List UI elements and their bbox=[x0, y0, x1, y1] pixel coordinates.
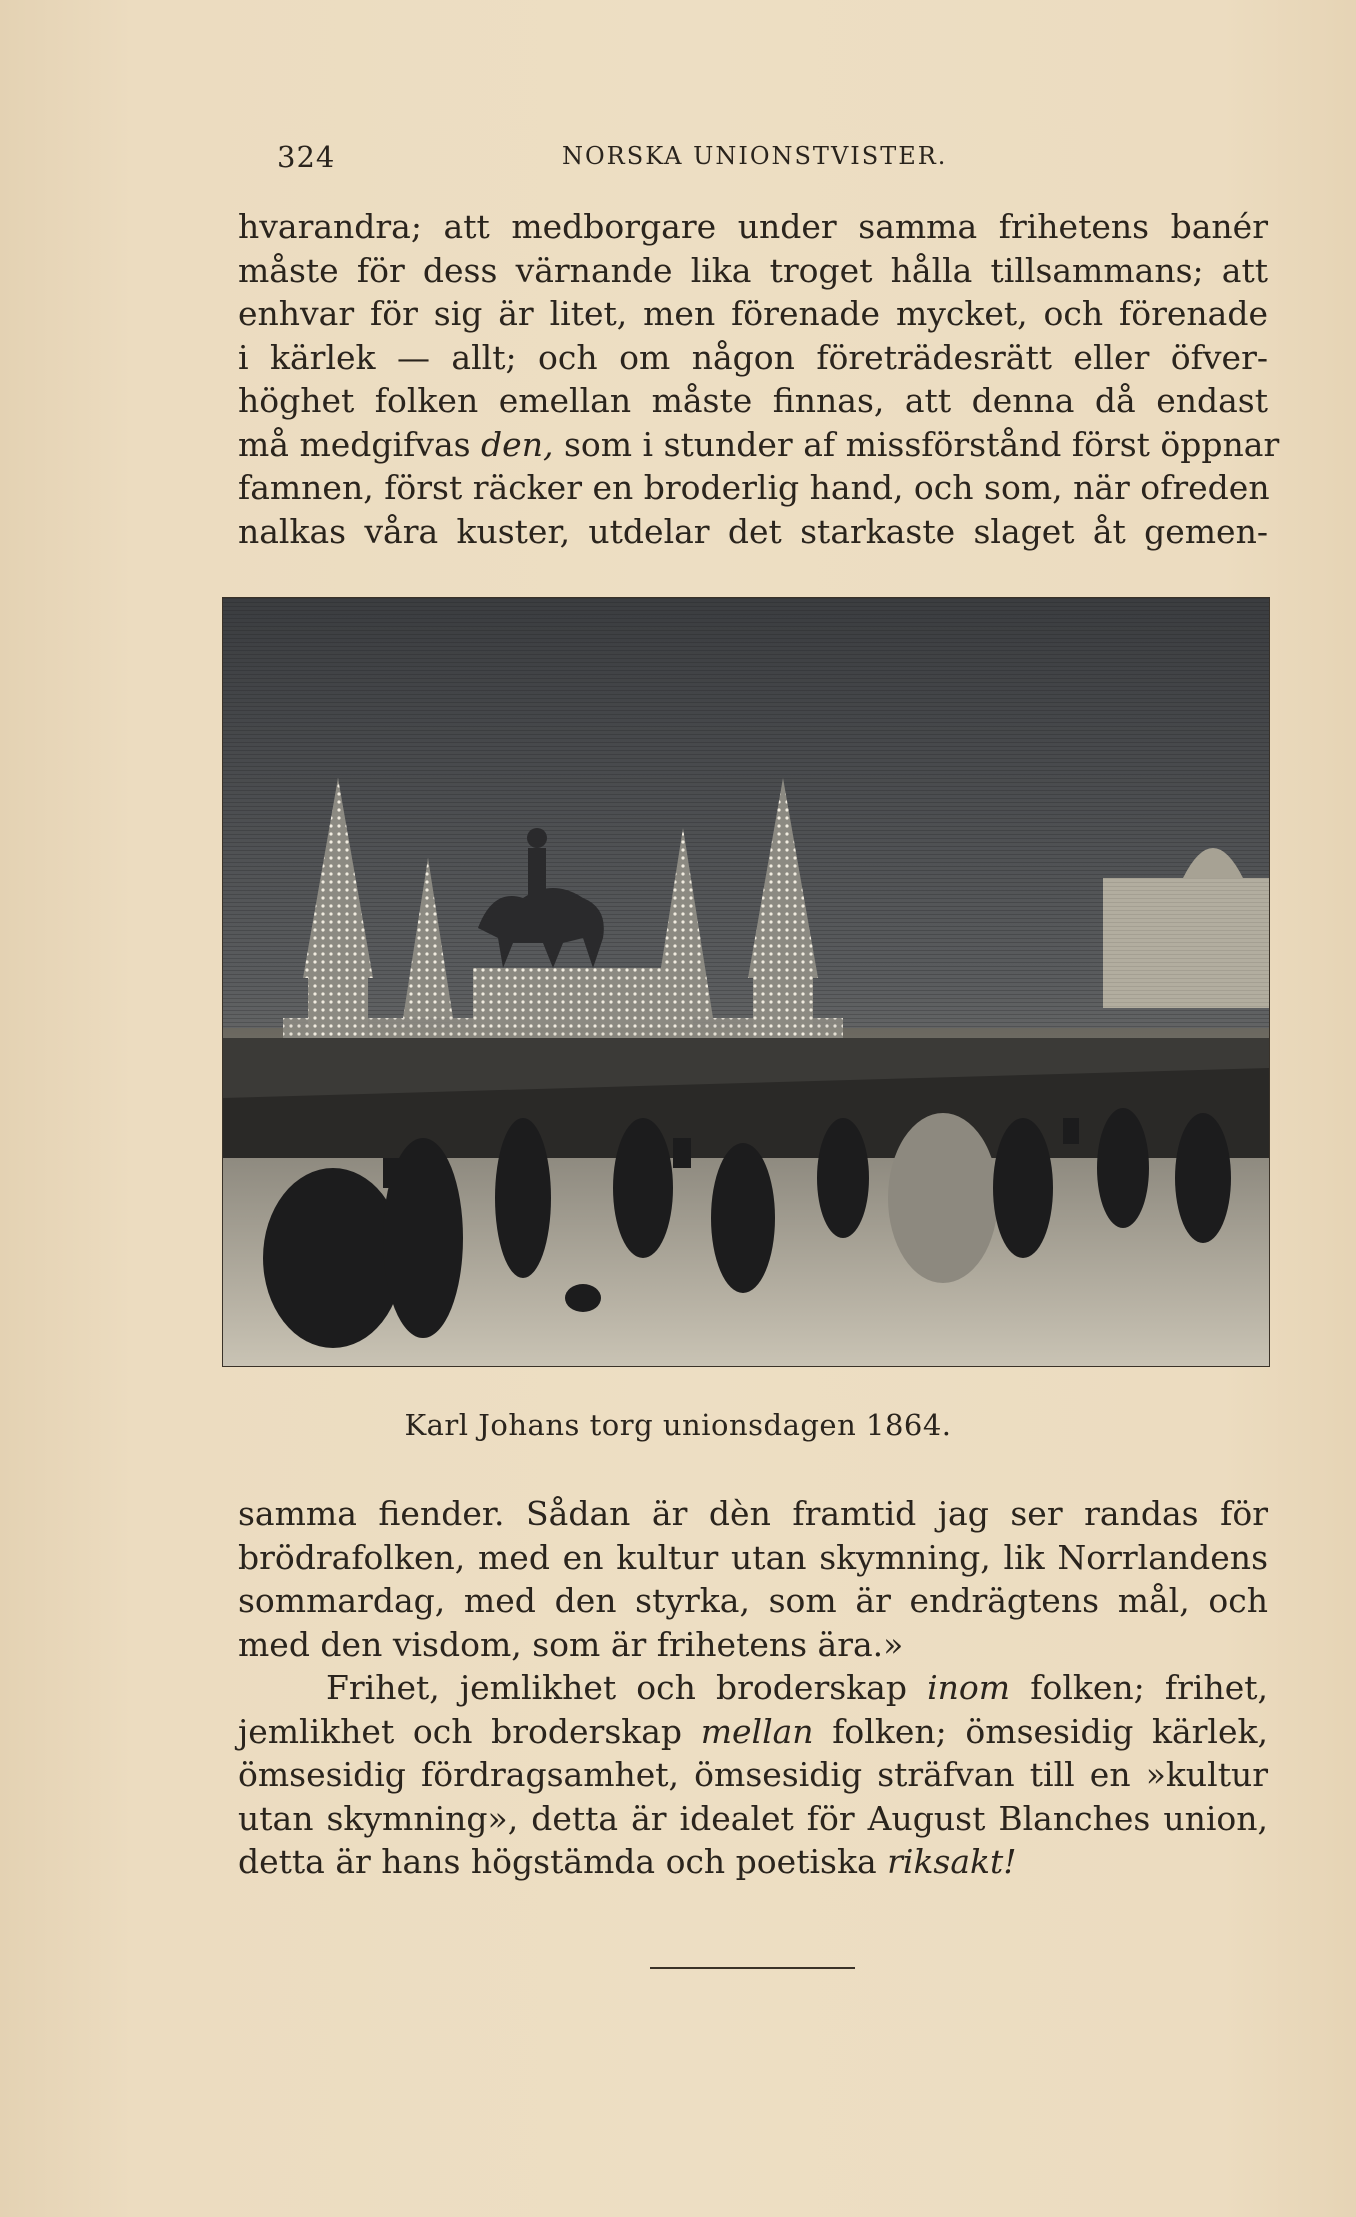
text-fragment: folken; ömsesidig kärlek, bbox=[813, 1711, 1268, 1751]
end-rule bbox=[650, 1967, 855, 1969]
text-fragment: jemlikhet och broderskap bbox=[238, 1711, 701, 1751]
text-line bbox=[238, 423, 1280, 467]
text-line: hvarandra; att medborgare under samma frihetens banér bbox=[238, 207, 1268, 246]
engraving-svg bbox=[223, 598, 1269, 1366]
text-line: höghet folken emellan måste finnas, att denna då endast bbox=[238, 381, 1268, 420]
text-line: nalkas våra kuster, utdelar det starkaste slaget åt gemen- bbox=[238, 511, 1268, 551]
text-line bbox=[238, 1840, 1268, 1884]
text-line: famnen, först räcker en broderlig hand, och som, när ofreden bbox=[238, 468, 1270, 507]
text-fragment: folken; frihet, bbox=[1010, 1668, 1268, 1707]
paragraph-1 bbox=[238, 205, 1280, 553]
engraving-illustration bbox=[222, 597, 1270, 1367]
text-line: utan skymning», detta är idealet för August Blanches union, bbox=[238, 1798, 1268, 1838]
text-line: sommardag, med den styrka, som är endrägtens mål, och bbox=[238, 1581, 1268, 1620]
figure-caption: Karl Johans torg unionsdagen 1864. bbox=[404, 1408, 952, 1442]
text-line: samma fiender. Sådan är dèn framtid jag ser randas för bbox=[238, 1494, 1268, 1533]
running-title: NORSKA UNIONSTVISTER. bbox=[562, 142, 948, 170]
text-line: i kärlek — allt; och om någon företrädesrätt eller öfver- bbox=[238, 337, 1268, 377]
paragraph-3 bbox=[238, 1666, 1268, 1884]
text-fragment: må medgifvas bbox=[238, 424, 482, 464]
text-line: ömsesidig fördragsamhet, ömsesidig sträfvan till en »kultur bbox=[238, 1755, 1268, 1794]
text-fragment: som i stunder af missförstånd först öppnar bbox=[553, 424, 1280, 464]
italic-word: den, bbox=[481, 424, 554, 464]
italic-word: inom bbox=[927, 1668, 1011, 1707]
italic-word: riksakt! bbox=[887, 1842, 1017, 1881]
text-line: med den visdom, som är frihetens ära.» bbox=[238, 1624, 904, 1664]
text-line: enhvar för sig är litet, men förenade mycket, och förenade bbox=[238, 294, 1268, 333]
text-line: måste för dess värnande lika troget hålla tillsammans; att bbox=[238, 250, 1268, 290]
text-line bbox=[238, 1666, 1268, 1710]
text-line bbox=[238, 1710, 1268, 1754]
paragraph-2 bbox=[238, 1492, 1268, 1666]
page-number: 324 bbox=[277, 140, 336, 174]
text-fragment: Frihet, jemlikhet och broderskap bbox=[326, 1668, 928, 1707]
text-line: brödrafolken, med en kultur utan skymning, lik Norrlandens bbox=[238, 1537, 1268, 1577]
italic-word: mellan bbox=[700, 1711, 814, 1751]
text-fragment: detta är hans högstämda och poetiska bbox=[238, 1842, 888, 1881]
